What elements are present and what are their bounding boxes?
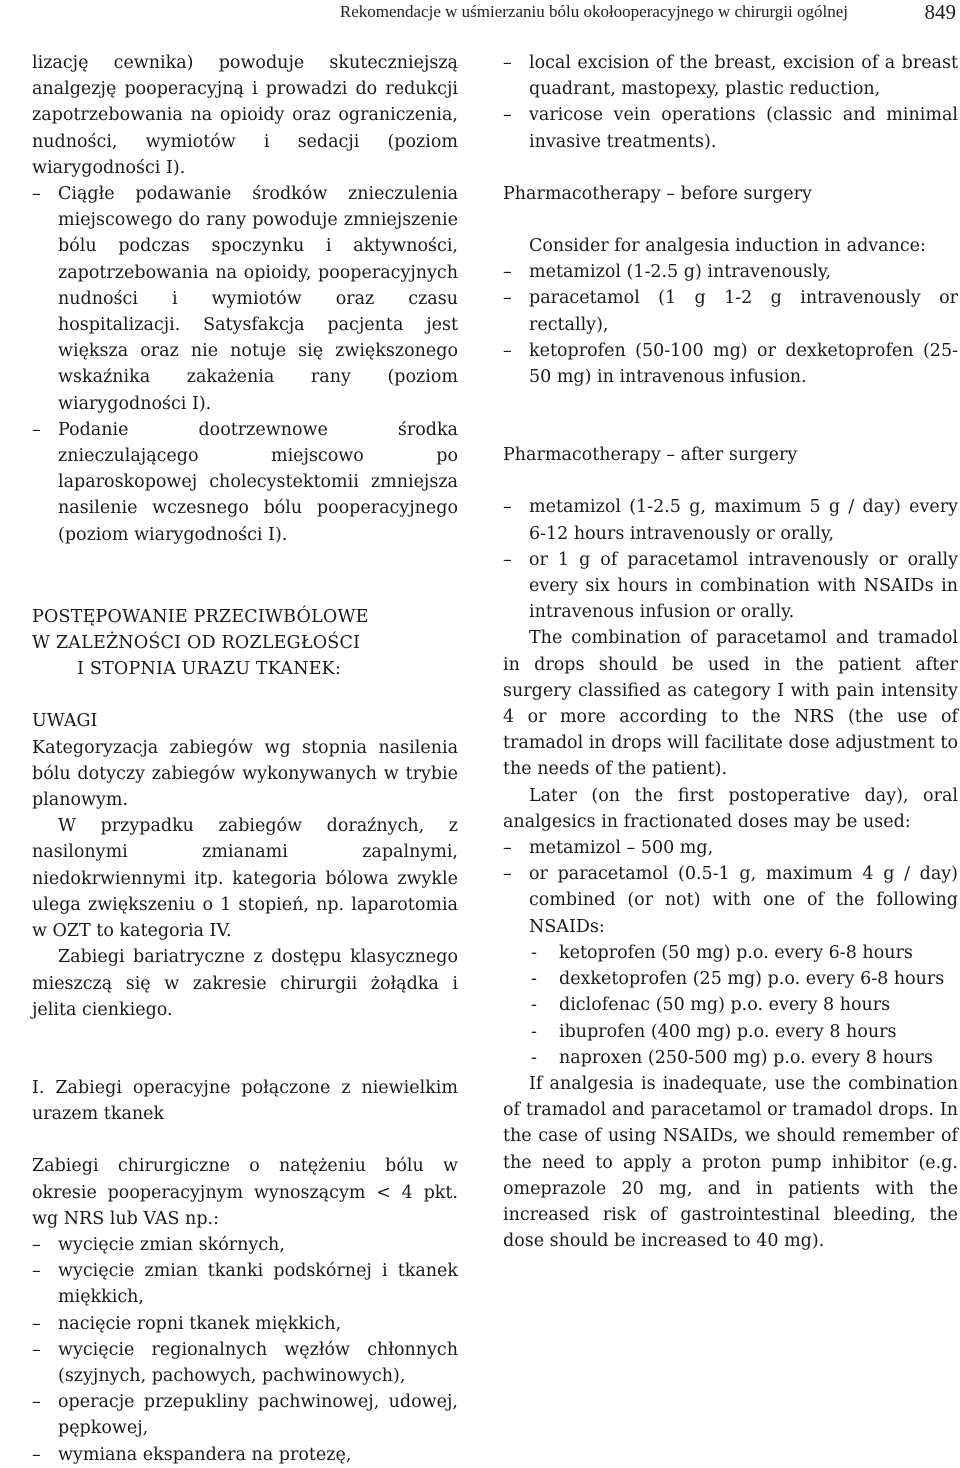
notes-heading: UWAGI: [32, 711, 98, 732]
list-item: – metamizol (1-2.5 g, maximum 5 g / day) every 6-12 hours intravenously or orally,: [503, 494, 958, 546]
heading-line: POSTĘPOWANIE PRZECIWBÓLOWE: [32, 606, 369, 627]
list-item: – local excision of the breast, excision of a breast quadrant, mastopexy, plastic reduction,: [503, 50, 958, 102]
list-item: – or 1 g of paracetamol intravenously or orally every six hours in combination with NSAIDs in intravenous infusion or orally.: [503, 547, 958, 626]
nsaid-item: - dexketoprofen (25 mg) p.o. every 6-8 hours: [503, 966, 958, 992]
list-item: – wycięcie zmian skórnych,: [32, 1232, 458, 1258]
nsaid-item: - diclofenac (50 mg) p.o. every 8 hours: [503, 992, 958, 1018]
nsaid-item: - naproxen (250-500 mg) p.o. every 8 hours: [503, 1045, 958, 1071]
running-header: [0, 0, 960, 30]
list-item: – metamizol (1-2.5 g) intravenously,: [503, 259, 958, 285]
right-column: [503, 50, 958, 1254]
paragraph: lizację cewnika) powoduje skuteczniejszą analgezję pooperacyjną i prowadzi do redukcji zapotrzebowania na opioidy oraz ograniczenia, nudności, wymiotów i sedacji (poziom wiarygodności I).: [32, 53, 458, 178]
list-item: – operacje przepukliny pachwinowej, udowej, pępkowej,: [32, 1389, 458, 1441]
nsaid-item: - ibuprofen (400 mg) p.o. every 8 hours: [503, 1019, 958, 1045]
list-item: – or paracetamol (0.5-1 g, maximum 4 g / day) combined (or not) with one of the following NSAIDs:: [503, 861, 958, 940]
list-item: – Ciągłe podawanie środków znieczulenia miejscowego do rany powoduje zmniejszenie bólu podczas spoczynku i aktywności, zapotrzebowania na opioidy, pooperacyjnych nudności i wymiotów oraz czasu hospitalizacji. Satysfakcja pacjenta jest większa oraz nie notuje się zwiększonego wskaźnika zakażenia rany (poziom wiarygodności I).: [32, 181, 458, 417]
subheading: Pharmacotherapy – before surgery: [503, 183, 812, 204]
list-item: – metamizol – 500 mg,: [503, 835, 958, 861]
paragraph: If analgesia is inadequate, use the combination of tramadol and paracetamol or tramadol drops. In the case of using NSAIDs, we should remember of the need to apply a proton pump inhibitor (e.g. omeprazole 20 mg, and in patients with the increased risk of gastrointestinal bleeding, the dose should be increased to 40 mg).: [503, 1073, 958, 1252]
paragraph: Zabiegi bariatryczne z dostępu klasycznego mieszczą się w zakresie chirurgii żołądka i jelita cienkiego.: [32, 947, 458, 1020]
paragraph: W przypadku zabiegów doraźnych, z nasilonymi zmianami zapalnymi, niedokrwiennymi itp. kategoria bólowa zwykle ulega zwiększeniu o 1 stopień, np. laparotomia w OZT to kategoria IV.: [32, 816, 458, 942]
section-heading: [32, 604, 458, 683]
paragraph: Zabiegi chirurgiczne o natężeniu bólu w okresie pooperacyjnym wynoszącym < 4 pkt. wg NRS lub VAS np.:: [32, 1156, 458, 1229]
list-item: – Podanie dootrzewnowe środka znieczulającego miejscowo po laparoskopowej cholecystektomii zmniejsza nasilenie wczesnego bólu pooperacyjnego (poziom wiarygodności I).: [32, 417, 458, 548]
list-item: – varicose vein operations (classic and minimal invasive treatments).: [503, 102, 958, 154]
list-item: – paracetamol (1 g 1-2 g intravenously or rectally),: [503, 285, 958, 337]
subheading: Pharmacotherapy – after surgery: [503, 445, 798, 466]
running-title: Rekomendacje w uśmierzaniu bólu okołooperacyjnego w chirurgii ogólnej: [339, 2, 848, 21]
list-item: – wycięcie zmian tkanki podskórnej i tkanek miękkich,: [32, 1258, 458, 1310]
list-item: – wycięcie regionalnych węzłów chłonnych (szyjnych, pachowych, pachwinowych),: [32, 1337, 458, 1389]
left-column: [32, 50, 458, 1468]
page-number: 849: [924, 0, 956, 24]
paragraph: Later (on the first postoperative day), oral analgesics in fractionated doses may be used:: [503, 785, 958, 832]
list-item: – ketoprofen (50-100 mg) or dexketoprofen (25-50 mg) in intravenous infusion.: [503, 338, 958, 390]
list-item: – wymiana ekspandera na protezę,: [32, 1442, 458, 1468]
heading-line: W ZALEŻNOŚCI OD ROZLEGŁOŚCI: [32, 633, 361, 654]
section-title: I. Zabiegi operacyjne połączone z niewielkim urazem tkanek: [32, 1077, 458, 1125]
nsaid-item: - ketoprofen (50 mg) p.o. every 6-8 hours: [503, 940, 958, 966]
paragraph: Kategoryzacja zabiegów wg stopnia nasilenia bólu dotyczy zabiegów wykonywanych w trybie planowym.: [32, 737, 458, 811]
heading-line: I STOPNIA URAZU TKANEK:: [77, 659, 342, 680]
list-item: – nacięcie ropni tkanek miękkich,: [32, 1311, 458, 1337]
paragraph: Consider for analgesia induction in advance:: [529, 236, 926, 257]
paragraph: The combination of paracetamol and tramadol in drops should be used in the patient after surgery classified as category I with pain intensity 4 or more according to the NRS (the use of tramadol in drops will facilitate dose adjustment to the needs of the patient).: [503, 628, 958, 780]
